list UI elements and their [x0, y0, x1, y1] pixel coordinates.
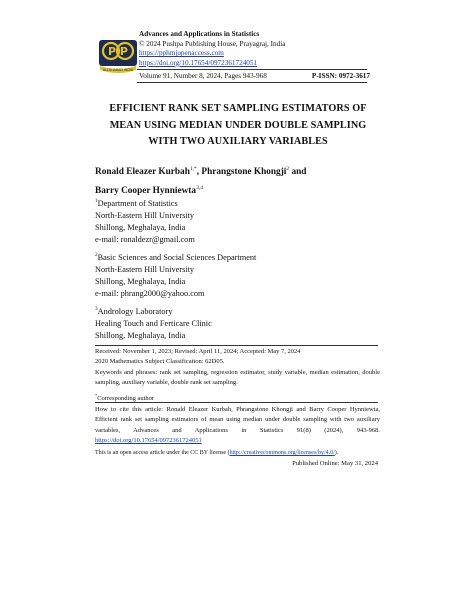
affil-line: Shillong, Meghalaya, India — [95, 330, 186, 340]
logo-banner-text: ALLAHABAD INDIA — [102, 68, 134, 72]
title-line: EFFICIENT RANK SET SAMPLING ESTIMATORS OF — [109, 103, 367, 114]
article-title — [60, 101, 416, 151]
msc-classification: 2020 Mathematics Subject Classification: 62D05. — [95, 358, 225, 366]
citation-block — [95, 405, 380, 447]
journal-name: Advances and Applications in Statistics — [139, 30, 260, 38]
meta-rule — [95, 345, 378, 346]
author-and: and — [289, 167, 307, 178]
published-online: Published Online: May 31, 2024 — [292, 460, 378, 467]
affil-line: Shillong, Meghalaya, India — [95, 276, 186, 286]
affil-line: Healing Touch and Ferticare Clinic — [95, 318, 212, 328]
volume-row — [139, 72, 370, 80]
article-meta — [95, 347, 380, 404]
citation-rule — [95, 402, 378, 403]
received-dates: Received: November 1, 2023; Revised: April 11, 2024; Accepted: May 7, 2024 — [95, 348, 301, 355]
affiliation-2 — [95, 249, 256, 300]
affiliation-3 — [95, 303, 212, 342]
header-doi-link[interactable]: https://doi.org/10.17654/0972361724051 — [139, 58, 258, 67]
pissn: P-ISSN: 0972-3617 — [311, 72, 370, 80]
author-sup: 1,* — [189, 166, 197, 172]
license-line — [95, 448, 380, 458]
affil-line: North-Eastern Hill University — [95, 264, 195, 274]
license-suffix: ). — [334, 450, 339, 456]
license-link[interactable]: http://creativecommons.org/licenses/by/4.0/ — [229, 450, 335, 456]
keywords: Keywords and phrases: rank set sampling, regression estimator, study variable, median estimation, double sampling, auxiliary variable, double rank set sampling. — [95, 368, 380, 387]
affil-email: e-mail: phrang2000@yahoo.com — [95, 288, 205, 298]
publisher-logo-icon — [97, 34, 139, 76]
volume-info: Volume 91, Number 8, 2024, Pages 943-968 — [139, 72, 267, 80]
corresponding-sup: * — [95, 392, 98, 398]
affil-email: e-mail: ronaldezr@gmail.com — [95, 234, 195, 244]
affil-sup: 1 — [95, 198, 98, 204]
citation-doi-link[interactable]: https://doi.org/10.17654/0972361724051 — [95, 437, 202, 445]
author-name: Phrangstone Khongji — [201, 167, 287, 178]
website-link[interactable]: https://pphmjopenaccess.com — [139, 49, 224, 58]
affil-line: North-Eastern Hill University — [95, 210, 195, 220]
title-line: MEAN USING MEDIAN UNDER DOUBLE SAMPLING — [109, 119, 367, 131]
author-sup: 2 — [286, 166, 290, 172]
journal-header — [139, 30, 285, 68]
corresponding-author: Corresponding author — [97, 394, 155, 402]
logo-letters: P P — [108, 45, 128, 58]
header-rule-bottom — [137, 82, 367, 83]
copyright: © 2024 Pushpa Publishing House, Prayagraj, India — [139, 39, 286, 48]
affiliation-1 — [95, 195, 195, 246]
affil-line: Department of Statistics — [97, 198, 178, 208]
header-rule — [137, 69, 367, 70]
author-name: Ronald Eleazer Kurbah — [95, 167, 190, 178]
affil-line: Basic Sciences and Social Sciences Department — [97, 252, 257, 262]
author-sup: 3,4 — [196, 185, 203, 192]
author-name: Barry Cooper Hynniewta — [95, 186, 197, 197]
affil-sup: 2 — [95, 252, 98, 258]
license-prefix: This is an open access article under the CC BY license ( — [95, 450, 230, 456]
author-sep: , — [196, 167, 202, 178]
title-line: WITH TWO AUXILIARY VARIABLES — [148, 136, 328, 147]
author-list — [95, 161, 306, 199]
citation-text: How to cite this article: Ronald Eleazer Kurbah, Phrangstone Khongji and Barry Cooper Hynniewta, Efficient rank set sampling estimators of mean using median under double sampling with two auxiliary variables, Advances and Applications in Statistics 91(8) (2024), 943-968. — [95, 406, 380, 434]
affil-line: Andrology Laboratory — [97, 306, 173, 316]
affil-line: Shillong, Meghalaya, India — [95, 222, 186, 232]
affil-sup: 3 — [95, 306, 98, 312]
